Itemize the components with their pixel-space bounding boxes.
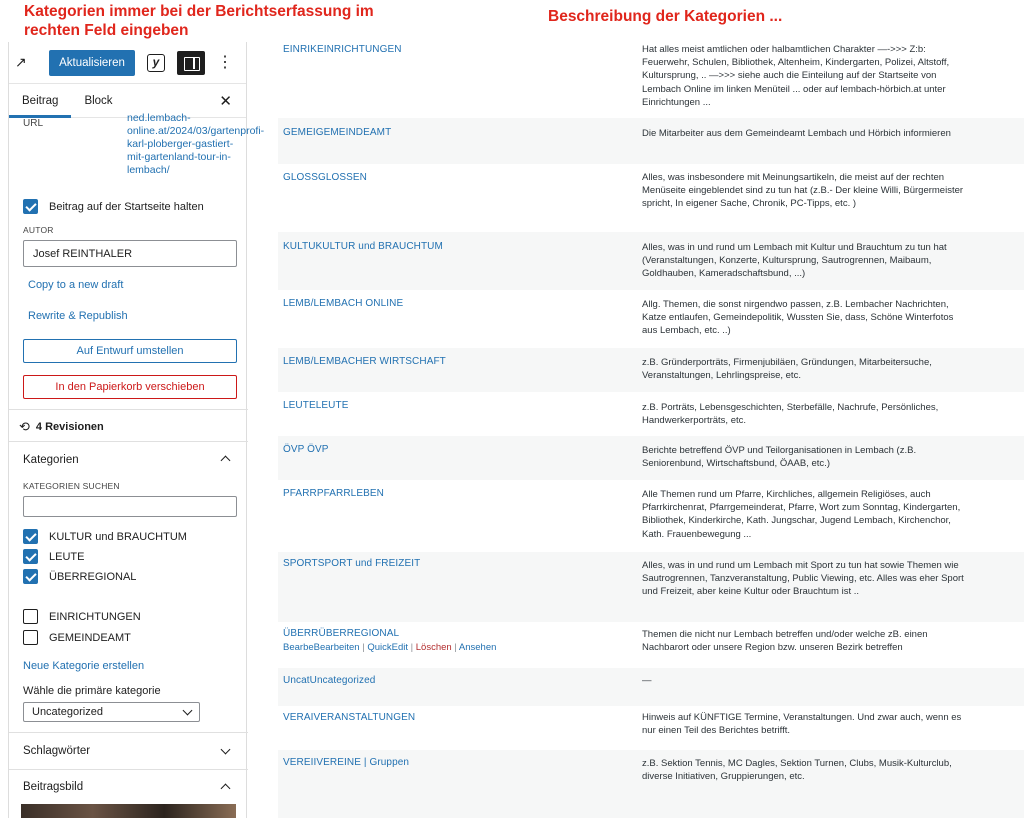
editor-toolbar xyxy=(9,42,246,84)
chevron-up-icon[interactable] xyxy=(221,784,231,794)
tab-block[interactable]: Block xyxy=(84,94,113,107)
category-name-link[interactable]: GLOSSGLOSSEN xyxy=(283,172,368,183)
category-name-link[interactable]: KULTUKULTUR und BRAUCHTUM xyxy=(283,241,443,252)
category-checkbox-row[interactable] xyxy=(23,529,187,544)
tab-beitrag[interactable]: Beitrag xyxy=(9,84,71,118)
category-description: Berichte betreffend ÖVP und Teilorganisationen in Lembach (z.B. Seniorenbund, Wirtschaftsbund, ÖAAB, etc.) xyxy=(642,445,917,470)
separator: | xyxy=(454,642,457,653)
sidebar-toggle-icon[interactable] xyxy=(177,51,205,75)
separator: | xyxy=(362,642,365,653)
chevron-down-icon xyxy=(183,705,193,715)
category-description: Die Mitarbeiter aus dem Gemeindeamt Lembach und Hörbich informieren xyxy=(642,128,951,139)
table-row xyxy=(278,668,1024,706)
table-row xyxy=(278,480,1024,552)
category-name-link[interactable]: GEMEIGEMEINDEAMT xyxy=(283,127,392,138)
table-row xyxy=(278,36,1024,118)
primary-category-value: Uncategorized xyxy=(32,706,103,718)
divider xyxy=(9,732,248,733)
category-name-link[interactable]: PFARRPFARRLEBEN xyxy=(283,488,384,499)
divider xyxy=(9,769,248,770)
table-row xyxy=(278,290,1024,348)
category-checkbox-row[interactable] xyxy=(23,569,136,584)
categories-table xyxy=(278,36,1024,818)
category-name-link[interactable]: SPORTSPORT und FREIZEIT xyxy=(283,558,421,569)
copy-draft-link[interactable]: Copy to a new draft xyxy=(28,279,124,291)
category-label: KULTUR und BRAUCHTUM xyxy=(49,530,187,543)
separator: | xyxy=(410,642,414,653)
category-name-link[interactable]: VERAIVERANSTALTUNGEN xyxy=(283,712,416,723)
category-label: LEUTE xyxy=(49,550,85,563)
table-row xyxy=(278,348,1024,392)
sticky-label: Beitrag auf der Startseite halten xyxy=(49,200,204,213)
revisions-label: 4 Revisionen xyxy=(35,421,104,433)
annotation-left: Kategorien immer bei der Berichtserfassung im rechten Feld eingeben xyxy=(24,3,374,39)
category-checkbox[interactable] xyxy=(23,609,38,624)
featured-image-panel-title[interactable]: Beitragsbild xyxy=(23,781,84,793)
url-link[interactable]: ned.lembach-online.at/2024/03/gartenprofi-karl-ploberger-gastiert-mit-gartenland-tour-in-lembach/ xyxy=(127,112,265,176)
category-checkbox-row[interactable] xyxy=(23,630,131,645)
category-checkbox[interactable] xyxy=(23,630,38,645)
author-label: AUTOR xyxy=(23,225,54,235)
editor-sidebar xyxy=(8,42,265,818)
row-actions xyxy=(283,642,496,653)
category-description: Alle Themen rund um Pfarre, Kirchliches, allgemein Religiöses, auch Pfarrkirchenrat, Pfarrgemeinderat, Pfarre, Wort zum Sonntag, Kindergarten, Bibliothek, Kinderkirche, Kath. Jungschar, Jugend Lembach, Kirchenchor, Kath. Frauenbewegung ... xyxy=(642,489,961,540)
category-description: Allg. Themen, die sonst nirgendwo passen, z.B. Lembacher Nachrichten, Katze entlaufen, Gemeindepolitik, Wussten Sie, dass, Schöne Winterfotos aus Lembach, etc. ..) xyxy=(642,299,954,337)
new-category-link[interactable]: Neue Kategorie erstellen xyxy=(23,660,145,672)
chevron-up-icon[interactable] xyxy=(221,456,231,466)
category-checkbox-row[interactable] xyxy=(23,609,141,624)
category-description: Alles, was in und rund um Lembach mit Kultur und Brauchtum zu tun hat (Veranstaltungen, Konzerte, Kultursprung, Sautrogrennen, Maibaum, Goldhauben, Kameradschaftsbund, ...) xyxy=(642,242,947,280)
chevron-down-icon[interactable] xyxy=(221,745,231,755)
primary-category-label: Wähle die primäre kategorie xyxy=(23,685,161,697)
sticky-checkbox[interactable] xyxy=(23,199,38,214)
table-row xyxy=(278,164,1024,232)
category-description: Themen die nicht nur Lembach betreffen und/oder welche zB. einen Nachbarort oder unsere Region bzw. unseren Bezirk betreffen xyxy=(642,629,928,654)
table-row xyxy=(278,552,1024,622)
divider xyxy=(9,409,248,410)
category-name-link[interactable]: LEMB/LEMBACH ONLINE xyxy=(283,298,404,309)
url-label: URL xyxy=(23,118,44,129)
table-row xyxy=(278,436,1024,480)
revisions-row[interactable] xyxy=(19,419,104,435)
category-description: Alles, was insbesondere mit Meinungsartikeln, die meist auf der rechten Menüseite eingeblendet sind zu tun hat (z.B.- Der kleine Willi, Bürgermeister spricht, In eigener Sache, Chronik, PC-Tipps, etc. ) xyxy=(642,172,964,210)
category-checkbox[interactable] xyxy=(23,569,38,584)
category-search-input[interactable] xyxy=(23,496,237,517)
quickedit-link[interactable]: QuickEdit xyxy=(367,642,408,653)
url-section xyxy=(9,112,265,188)
category-checkbox[interactable] xyxy=(23,529,38,544)
rewrite-republish-link[interactable]: Rewrite & Republish xyxy=(28,310,128,322)
yoast-icon[interactable]: y xyxy=(147,54,165,72)
sticky-checkbox-row[interactable] xyxy=(23,199,204,214)
category-name-link[interactable]: EINRIKEINRICHTUNGEN xyxy=(283,44,402,55)
category-description: Hat alles meist amtlichen oder halbamtlichen Charakter —->>> Z:b: Feuerwehr, Schulen, Bibliothek, Altenheim, Kindergarten, Polizei, Altstoff, Kultursprung, .. —>>> siehe auch die Einteilung auf der Startseite von Lembach Online im linken Menüteil ... oder auf lembach-hörbich.at unter Einrichtungen ... xyxy=(642,44,950,108)
category-checkbox[interactable] xyxy=(23,549,38,564)
category-description: Alles, was in und rund um Lembach mit Sport zu tun hat sowie Themen wie Sautrogrennen, Tanzveranstaltung, Public Viewing, etc. Alles was eher Sport und Freizeit, aber keine Kultur oder Brauchtum ist .. xyxy=(642,560,964,598)
category-description: z.B. Gründerporträts, Firmenjubiläen, Gründungen, Mitarbeitersuche, Veranstaltungen, Lehrlingspreise, etc. xyxy=(642,357,932,382)
more-options-icon[interactable]: ⋮ xyxy=(217,53,233,71)
category-label: EINRICHTUNGEN xyxy=(49,610,141,623)
delete-link[interactable]: Löschen xyxy=(415,642,452,653)
category-name-link[interactable]: LEUTELEUTE xyxy=(283,400,349,411)
edit-link[interactable]: BearbeBearbeiten xyxy=(283,642,360,653)
category-label: GEMEINDEAMT xyxy=(49,631,131,644)
category-name-link[interactable]: LEMB/LEMBACHER WIRTSCHAFT xyxy=(283,356,446,367)
divider xyxy=(9,441,248,442)
table-row xyxy=(278,622,1024,668)
category-checkbox-row[interactable] xyxy=(23,549,84,564)
annotation-right: Beschreibung der Kategorien ... xyxy=(548,8,783,25)
categories-panel-title[interactable]: Kategorien xyxy=(23,454,79,466)
category-description: Hinweis auf KÜNFTIGE Termine, Veranstaltungen. Und zwar auch, wenn es nur einen Teil des Berichtes betrifft. xyxy=(642,712,962,737)
featured-image-thumbnail[interactable] xyxy=(21,804,236,818)
update-button[interactable]: Aktualisieren xyxy=(49,50,135,76)
move-to-trash-button[interactable]: In den Papierkorb verschieben xyxy=(23,375,237,399)
table-row xyxy=(278,232,1024,290)
category-search-label: KATEGORIEN SUCHEN xyxy=(23,481,120,491)
table-row xyxy=(278,706,1024,750)
category-description: — xyxy=(642,675,652,686)
category-name-link[interactable]: UncatUncategorized xyxy=(283,675,376,686)
category-label: ÜBERREGIONAL xyxy=(49,570,137,583)
primary-category-select[interactable] xyxy=(23,702,200,722)
category-name-link[interactable]: ÜBERRÜBERREGIONAL xyxy=(283,628,400,639)
tags-panel-title[interactable]: Schlagwörter xyxy=(23,745,91,757)
table-row xyxy=(278,392,1024,436)
author-field[interactable]: Josef REINTHALER xyxy=(23,240,237,267)
view-link[interactable]: Ansehen xyxy=(458,642,497,653)
category-name-link[interactable]: VEREIIVEREINE | Gruppen xyxy=(283,757,410,768)
close-icon[interactable]: ✕ xyxy=(219,93,232,110)
table-row xyxy=(278,118,1024,164)
switch-to-draft-button[interactable]: Auf Entwurf umstellen xyxy=(23,339,237,363)
table-row xyxy=(278,750,1024,818)
category-description: z.B. Sektion Tennis, MC Dagles, Sektion Turnen, Clubs, Musik-Kulturclub, diverse Initiativen, Gruppierungen, etc. xyxy=(642,758,952,783)
category-description: z.B. Porträts, Lebensgeschichten, Sterbefälle, Nachrufe, Persönliches, Handwerkerporträts, etc. xyxy=(642,402,939,427)
history-icon: ⟲ xyxy=(19,419,30,434)
category-name-link[interactable]: ÖVP ÖVP xyxy=(283,444,329,455)
external-link-icon[interactable]: ↗ xyxy=(15,54,27,70)
